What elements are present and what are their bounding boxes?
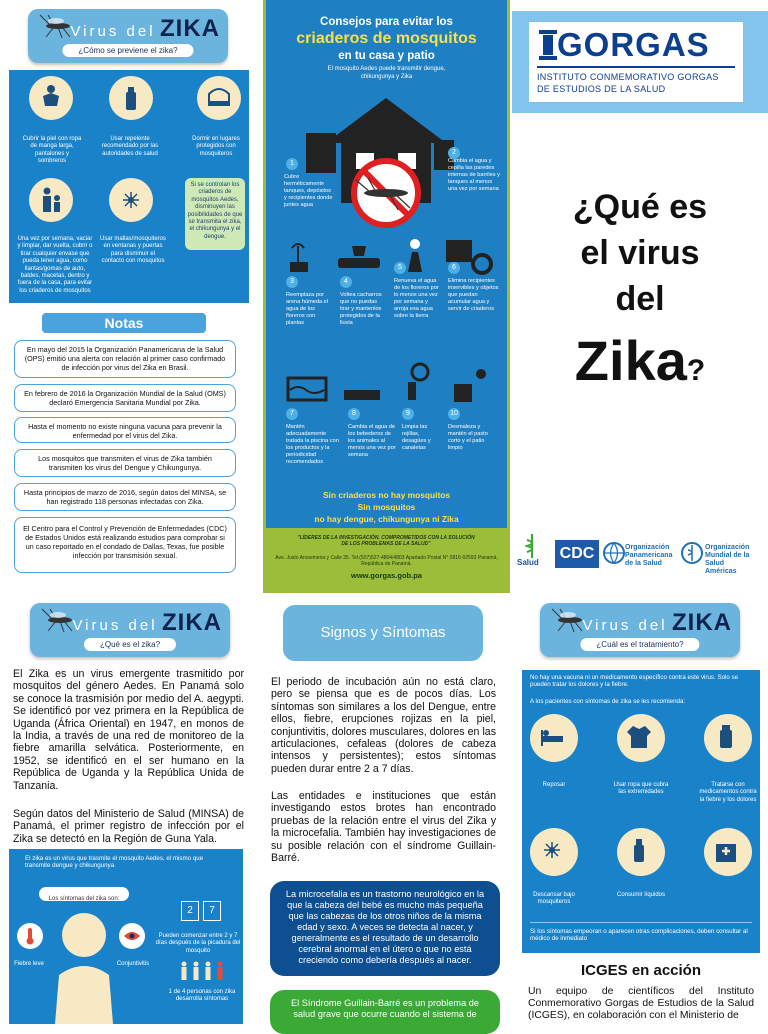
oms-line-1: Organización [705, 544, 750, 551]
virus-del-label: Virus del [72, 617, 158, 634]
oms-line-3: Américas [705, 568, 737, 575]
poster-title-2: criaderos de mosquitos [296, 30, 477, 47]
tip-text: Dormir en lugares protegidos con mosquiteros [192, 136, 240, 157]
tip-icon-circle [29, 178, 73, 222]
microcephaly-box: La microcefalia es un trastorno neurológico en la que la cabeza del bebé es mucho más pequeña que las cabezas de los otros niños de la misma edad y sexo. A veces se detecta al nacer, y generalmente es el resultado de un desarrollo cerebral anormal en el útero o que no está creciendo como debería después al nacer. [270, 881, 500, 976]
ops-line-1: Organización [625, 544, 670, 551]
step-number: 10 [448, 408, 460, 420]
oms-label [705, 544, 765, 576]
tip-icon-circle [29, 76, 73, 120]
step-number: 4 [340, 276, 352, 288]
hospital-icon [712, 836, 740, 864]
treatment-label: Consumir líquidos [616, 892, 666, 898]
oms-line-2: Mundial de la Salud [705, 552, 750, 567]
family-icon [37, 186, 65, 214]
symptoms-infographic [9, 849, 243, 1024]
tip-icon-circle [109, 178, 153, 222]
cover-question-3: del [615, 280, 665, 318]
step-number: 6 [448, 262, 460, 274]
slogan-2: Sin mosquitos [357, 502, 416, 512]
cdc-logo [555, 540, 599, 568]
poster-footer-motto: "LÍDERES DE LA INVESTIGACIÓN, COMPROMETIDOS CON LA SOLUCIÓN DE LOS PROBLEMAS DE LA SALUD" [297, 535, 475, 548]
tip-text: Usar repelente recomendado por las autoridades de salud [101, 136, 159, 157]
people-ratio-icon [179, 961, 225, 981]
gorgas-logo-box [529, 22, 743, 102]
eye-icon [123, 930, 141, 942]
step-number: 1 [286, 158, 298, 170]
institute-line-1: INSTITUTO CONMEMORATIVO GORGAS [537, 72, 719, 82]
jacket-icon [625, 722, 653, 750]
conjunctivitis-label: Conjuntivitis [116, 961, 150, 967]
tip-text: Usar mallas/mosquiteros en ventanas y puertas para disminuir el contacto con mosquitos [99, 236, 167, 265]
step-number: 8 [348, 408, 360, 420]
treatment-intro: No hay una vacuna ni un medicamento específico contra este virus. Solo se pueden tratar los dolores y la fiebre. [530, 674, 739, 689]
partner-logos [515, 534, 765, 574]
step-text: Mantén adecuadamente tratada la piscina con los productos y la periodicidad recomendados [286, 424, 339, 465]
virus-del-label: Virus del [70, 23, 156, 40]
salud-label: Salud [517, 558, 539, 567]
step-illustrations-row2 [286, 362, 496, 406]
slogan-3: no hay dengue, chikungunya ni Zika [314, 514, 459, 524]
note-box: En mayo del 2015 la Organización Panamericana de la Salud (OPS) emitió una alerta con relación al primer caso confirmado de infección por virus del Zika en Brasil. [14, 340, 236, 378]
treatment-footer-note: Si los síntomas empeoran o aparecen otras complicaciones, deben consultar al médico de inmediato [530, 928, 748, 943]
tip-icon-circle [109, 76, 153, 120]
treatment-icon-circle [617, 828, 665, 876]
ops-label [625, 544, 672, 568]
day-7-label: 7 [209, 905, 215, 916]
gorgas-wordmark: GORGAS [557, 26, 710, 63]
minsa-paragraph: Según datos del Ministerio de Salud (MINSA) de Panamá, el primer registro de infección por el Zika se detectó en la Región de Guna Yala. [13, 808, 244, 845]
institute-line-2: DE ESTUDIOS DE LA SALUD [537, 84, 666, 94]
poster-title-3: en tu casa y patio [338, 50, 435, 62]
treatment-label: Descansar bajo mosquiteros [533, 892, 575, 906]
mosquito-screen-icon [117, 186, 145, 214]
calendar-day-7 [203, 901, 221, 921]
tip-icon-circle [197, 76, 241, 120]
step-text: Cubre herméticamente tanques, depósitos y recipientes donde juntes agua [284, 174, 333, 208]
banner-question: ¿Cuál es el tratamiento? [580, 638, 699, 651]
gorgas-underline [537, 66, 735, 68]
day-2-label: 2 [187, 905, 193, 916]
treatment-label: Reposar [542, 782, 566, 788]
step-number: 5 [394, 262, 406, 274]
water-bottle-icon [625, 836, 653, 864]
icges-paragraph: Un equipo de científicos del Instituto Conmemorativo Gorgas de Estudios de la Salud (ICGES), en colaboración con el Ministerio de [528, 986, 754, 1021]
what-is-zika-paragraph: El Zika es un virus emergente trasmitido por mosquitos del género Aedes. En Panamá solo se conoce la trasmisión por medio del A. aegypti. Se identificó por vez primera en la República de Uganda (África Oriental) en 1947, en monos de la India, a través de una red de monitoreo de la fiebre amarilla selvática. Posteriormente, en 1952, se identificó en el ser humano en la República de Uganda y la República Unida de Tanzania. [13, 668, 244, 792]
step-text: Reemplaza por arena húmeda el agua de los floreros con plantas [286, 292, 328, 326]
repellent-icon [117, 84, 145, 112]
infographic-intro: El zika es un virus que trasmite el mosquito Aedes, el mismo que transmite dengue y chikungunya. [25, 855, 204, 870]
icges-title: ICGES en acción [580, 962, 702, 979]
house-no-mosquito-illustration [306, 88, 466, 238]
treatment-icon-circle [617, 714, 665, 762]
note-box: Hasta el momento no existe ninguna vacuna para prevenir la enfermedad por el virus del Zika. [14, 417, 236, 443]
zika-banner-what [30, 603, 230, 657]
poster-blue [266, 0, 507, 528]
step-text: Cambia el agua y cepilla las paredes internas de barriles y tanques al menos una vez por semana [448, 158, 500, 192]
cdc-label: CDC [559, 545, 595, 562]
note-box: El Centro para el Control y Prevención de Enfermedades (CDC) de Estados Unidos está realizando estudios para comprobar si un caso reportado en el condado de Dallas, Texas, fue posible infección por transmisión sexual. [14, 517, 236, 573]
tip-text: Cubrir la piel con ropa de manga larga, pantalones y sombreros [22, 136, 82, 165]
caduceus-icon [525, 534, 539, 558]
cover-question-2: el virus [580, 234, 700, 272]
symptoms-pill [39, 887, 129, 901]
poster-subtitle: El mosquito Aedes puede transmitir dengue, chikungunya y Zika [327, 66, 446, 80]
incubation-paragraph: El periodo de incubación aún no está claro, pero se piensa que es de pocos días. Los síntomas son similares a los del Dengue, entre ellos, fiebre, erupciones rojizas en la piel, conjuntivitis, dolores musculares, dolores en las articulaciones, cefaleas (dolores de cabeza intensos y persistentes); estos síntomas pueden durar entre 2 a 7 días. [271, 676, 496, 775]
prevention-panel [9, 70, 249, 303]
bed-net-icon [205, 84, 233, 112]
banner-question: ¿Qué es el zika? [84, 638, 176, 651]
cover-zika-word: Zika [574, 329, 687, 392]
symptoms-pill-label: Los síntomas del zika son: [48, 896, 120, 902]
poster-address: Ave. Justo Arosemena y Calle 35. Tel.(507)527-4804/4803 Apartado Postal N° 0816-02593 Panamá, República de Panamá. [275, 555, 498, 568]
step-text: Voltea cacharros que no puedas tirar y mantenlos protegidos de la lluvia [340, 292, 382, 326]
cover-zika [512, 328, 768, 393]
ratio-note: 1 de 4 personas con zika desarrolla síntomas [168, 989, 236, 1003]
treatment-icon-circle [704, 714, 752, 762]
oms-emblem-icon [681, 542, 703, 564]
zika-banner-prevention [28, 9, 228, 63]
calendar-day-2 [181, 901, 199, 921]
tip-text: Una vez por semana, vaciar y limpiar, dar vuelta, cubrir o tirar cualquier envase que pueda tener agua, como llantas/gomas de auto, baldes, macetas, dentro y fuera de la casa, para evitar los criaderos de mosquitos [17, 236, 93, 294]
step-text: Desmaleza y mantén el pasto corto y el patio limpio [448, 424, 488, 451]
treatment-label: Usar ropa que cubra las extremidades [613, 782, 669, 796]
side-note-text: Si se controlan los criaderos de mosquitos Aedes, disminuyen las posibilidades de que se transmita el zika, el chikungunya y el dengue. [187, 182, 243, 240]
step-number: 9 [402, 408, 414, 420]
signs-title: Signos y Síntomas [320, 624, 446, 641]
cover-question-mark: ? [686, 354, 706, 387]
signs-title-pill [283, 605, 483, 661]
banner-question: ¿Cómo se previene el zika? [62, 44, 193, 57]
virus-del-label: Virus del [582, 617, 668, 634]
zika-label: ZIKA [162, 609, 222, 636]
step-number: 2 [448, 147, 460, 159]
ops-line-2: Panamericana [625, 552, 673, 559]
person-silhouette-icon [49, 905, 119, 1024]
step-text: Limpia las rejillas, desagües y canaletas [402, 424, 431, 451]
medicine-icon [712, 722, 740, 750]
note-box: En febrero de 2016 la Organización Mundial de la Salud (OMS) declaró Emergencia Sanitaria Mundial por Zika. [14, 384, 236, 412]
treatment-label: Tratarse con medicamentos contra la fiebre y los dolores [699, 782, 757, 803]
treatment-icon-circle [530, 828, 578, 876]
treatment-recommend: A los pacientes con síntomas de zika se les recomienda: [530, 698, 686, 705]
gorgas-logo-header [512, 11, 768, 113]
zika-label: ZIKA [160, 15, 220, 42]
cover-question-1: ¿Qué es [572, 188, 708, 226]
ops-line-3: de la Salud [625, 560, 662, 567]
notes-title-pill [42, 313, 206, 333]
treatment-icon-circle [704, 828, 752, 876]
mosquito-net-icon [538, 836, 566, 864]
step-text: Elimina recipientes inservibles y objetos que puedan acumular agua y servir de criaderos [448, 278, 499, 312]
step-text: Cambia el agua de los bebederos de los animales al menos una vez por semana [348, 424, 396, 458]
treatment-icon-circle [530, 714, 578, 762]
poster-website: www.gorgas.gob.pa [351, 571, 422, 580]
slogan-1: Sin criaderos no hay mosquitos [322, 490, 451, 500]
notes-title: Notas [104, 315, 144, 331]
zika-banner-treatment [540, 603, 740, 657]
step-number: 7 [286, 408, 298, 420]
treatment-divider [530, 922, 752, 923]
incubation-note: Pueden comenzar entre 2 y 7 días después de la picadura del mosquito [155, 933, 241, 954]
zika-label: ZIKA [672, 609, 732, 636]
guillain-barre-box: El Síndrome Guillain-Barré es un problema de salud grave que ocurre cuando el sistema de [270, 990, 500, 1034]
column-icon [539, 30, 557, 60]
treatment-panel [522, 670, 760, 953]
fever-label: Fiebre leve [14, 961, 44, 967]
step-text: Renueva el agua de los floreros por lo menos una vez por semana y arroja esa agua sobre la tierra [394, 278, 439, 319]
salud-logo [515, 534, 549, 574]
step-illustrations-row1 [286, 232, 496, 276]
rest-bed-icon [538, 722, 566, 750]
microcephaly-research-paragraph: Las entidades e instituciones que están investigando estos brotes han encontrado pruebas de la relación entre el virus del Zika y la microcefalia. También hay investigaciones de su posible relación con el síndrome Guillain-Barré. [271, 790, 496, 865]
note-box: Hasta principios de marzo de 2016, según datos del MINSA, se han registrado 118 personas infectadas con Zika. [14, 483, 236, 511]
ops-globe-icon [603, 542, 625, 564]
poster-title-1: Consejos para evitar los [320, 16, 453, 28]
thermometer-icon [22, 927, 38, 945]
clothing-icon [37, 84, 65, 112]
note-box: Los mosquitos que transmiten el virus de Zika también transmiten los virus del Dengue y Chikungunya. [14, 449, 236, 477]
step-number: 3 [286, 276, 298, 288]
